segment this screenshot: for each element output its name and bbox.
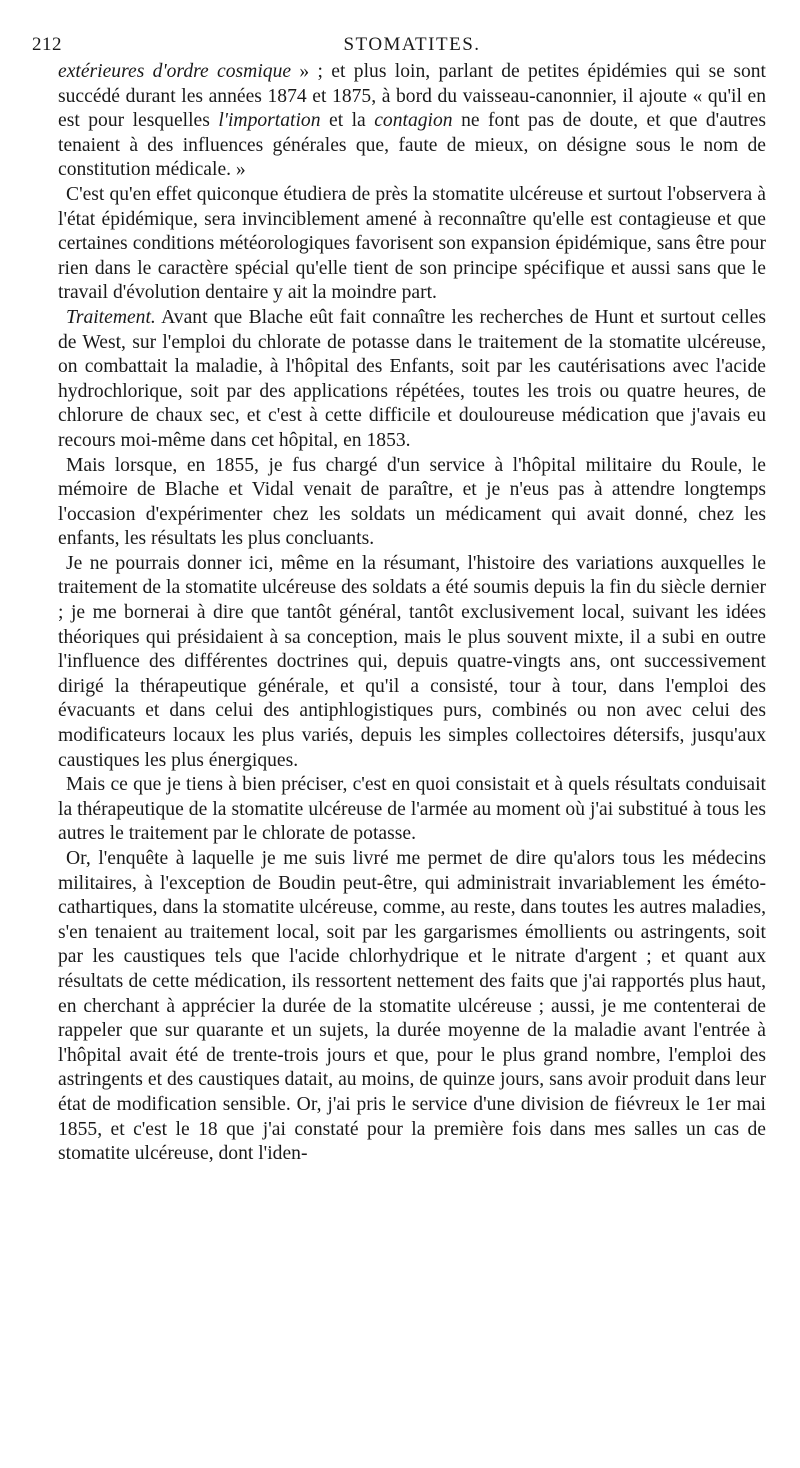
body-text bbox=[58, 60, 766, 1167]
text-run: ne font pas de doute, et que d'autres tenaient à des influences générales que, faute de mieux, on désigne sous le nom de constitution médicale. » bbox=[58, 110, 766, 181]
text-run: Avant que Blache eût fait connaître les recherches de Hunt et surtout celles de West, sur l'emploi du chlorate de potasse dans le traitement de la stomatite ulcéreuse, on combattait la maladie, à l'hôpital des Enfants, soit par les cautérisations avec l'acide hydrochlorique, soit par des applications répétées, toutes les trois ou quatre heures, de chlorure de chaux sec, et c'est à cette difficile et douloureuse médication que j'avais eu recours moi-même dans cet hôpital, en 1853. bbox=[58, 306, 766, 451]
text-run: » ; et plus loin, parlant de petites épidémies qui se sont succédé durant les années 1874 et 1875, à bord du vaisseau-canonnier, il ajoute « qu'il en est pour lesquelles bbox=[58, 61, 766, 132]
text-run: et la bbox=[320, 110, 375, 132]
paragraph bbox=[58, 183, 766, 306]
italic-text: l'importation bbox=[218, 110, 321, 132]
paragraph bbox=[58, 306, 766, 454]
paragraph bbox=[58, 847, 766, 1167]
paragraph bbox=[58, 60, 766, 183]
text-run: Or, l'enquête à laquelle je me suis livré me permet de dire qu'alors tous les médecins militaires, à l'exception de Boudin peut-être, qui administrait invariablement les éméto-cathartiques, dans la stomatite ulcéreuse, comme, au reste, dans toutes les autres maladies, s'en tenaient au traitement local, soit par les gargarismes émollients ou astringents, soit par les caustiques tels que l'acide chlorhydrique et le nitrate d'argent ; et quant aux résultats de cette médication, ils ressortent nettement des faits que j'ai rapportés plus haut, en cherchant à apprécier la durée de la stomatite ulcéreuse ; aussi, je me contenterai de rappeler que sur quarante et un sujets, la durée moyenne de la maladie avant l'entrée à l'hôpital avait été de trente-trois jours et que, pour le plus grand nombre, l'emploi des astringents et des caustiques datait, au moins, de quinze jours, sans avoir produit dans leur état de modification sensible. Or, j'ai pris le service d'une division de fiévreux le 1er mai 1855, et c'est le 18 que j'ai constaté pour la première fois dans mes salles un cas de stomatite ulcéreuse, dont l'iden- bbox=[58, 848, 766, 1165]
paragraph bbox=[58, 552, 766, 773]
text-run: C'est qu'en effet quiconque étudiera de près la stomatite ulcéreuse et surtout l'observera à l'état épidémique, sera invinciblement amené à reconnaître qu'elle est contagieuse et que certaines conditions météorologiques favorisent son expansion épidémique, sans être pour rien dans le caractère spécial qu'elle tient de son principe spécifique et aussi sans que le travail d'évolution dentaire y ait la moindre part. bbox=[58, 183, 766, 304]
page-number: 212 bbox=[32, 34, 62, 55]
book-page bbox=[32, 30, 766, 1167]
italic-text: Traitement. bbox=[66, 306, 156, 328]
italic-text: extérieures d'ordre cosmique bbox=[58, 61, 292, 82]
italic-text: contagion bbox=[374, 110, 453, 132]
paragraph bbox=[58, 454, 766, 552]
running-head bbox=[32, 30, 766, 60]
text-run: Mais lorsque, en 1855, je fus chargé d'un service à l'hôpital militaire du Roule, le mémoire de Blache et Vidal venait de paraître, et je n'eus pas à attendre longtemps l'occasion d'expérimenter chez les soldats un médicament qui avait donné, chez les enfants, les résultats les plus concluants. bbox=[58, 454, 766, 550]
running-title: STOMATITES. bbox=[343, 34, 481, 55]
paragraph bbox=[58, 773, 766, 847]
text-run: Mais ce que je tiens à bien préciser, c'est en quoi consistait et à quels résultats conduisait la thérapeutique de la stomatite ulcéreuse de l'armée au moment où j'ai substitué à tous les autres le traitement par le chlorate de potasse. bbox=[58, 774, 766, 845]
text-run: Je ne pourrais donner ici, même en la résumant, l'histoire des variations auxquelles le traitement de la stomatite ulcéreuse des soldats a été soumis depuis la fin du siècle dernier ; je me bornerai à dire que tantôt général, tantôt exclusivement local, suivant les idées théoriques qui présidaient à sa conception, mais le plus souvent mixte, il a subi en outre l'influence des différentes doctrines qui, depuis quatre-vingts ans, ont successivement dirigé la thérapeutique générale, et qu'il a consisté, tour à tour, dans l'emploi des évacuants et dans celui des antiphlogistiques purs, combinés ou non avec celui des modificateurs locaux les plus variés, depuis les simples collectoires détersifs, jusqu'aux caustiques les plus énergiques. bbox=[58, 552, 766, 771]
